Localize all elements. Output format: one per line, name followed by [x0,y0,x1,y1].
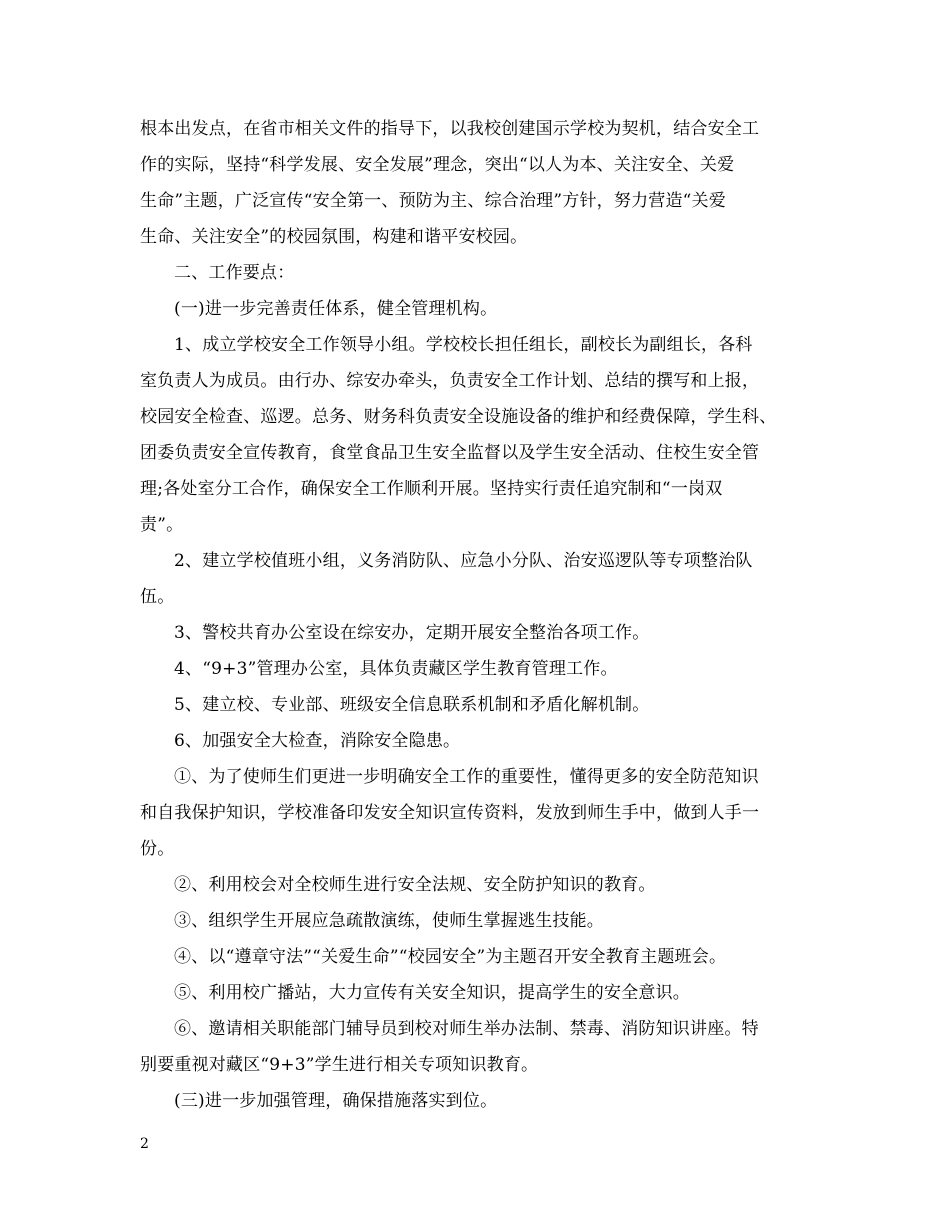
text-line: 4、“9+3”管理办公室，具体负责藏区学生教育管理工作。 [174,659,618,679]
text-line: 生命”主题，广泛宣传“安全第一、预防为主、综合治理”方针，努力营造“关爱 [140,191,726,211]
text-line: 理;各处室分工合作，确保安全工作顺利开展。坚持实行责任追究制和“一岗双 [140,479,723,499]
page-number: 2 [140,1136,149,1152]
text-line: 2、建立学校值班小组，义务消防队、应急小分队、治安巡逻队等专项整治队 [174,551,753,571]
text-line: 责”。 [140,515,184,535]
text-line: 团委负责安全宣传教育，食堂食品卫生安全监督以及学生安全活动、住校生安全管 [140,443,760,463]
text-line: 和自我保护知识，学校准备印发安全知识宣传资料，发放到师生手中，做到人手一 [140,803,760,823]
text-line: (一)进一步完善责任体系，健全管理机构。 [174,299,498,319]
text-line: ④、以“遵章守法”“关爱生命”“校园安全”为主题召开安全教育主题班会。 [174,947,727,967]
text-line: 校园安全检查、巡逻。总务、财务科负责安全设施设备的维护和经费保障，学生科、 [140,407,777,427]
text-line: 份。 [140,839,175,859]
text-line: ⑥、邀请相关职能部门辅导员到校对师生举办法制、禁毒、消防知识讲座。特 [174,1019,759,1039]
text-line: 二、工作要点： [174,263,295,283]
text-line: 生命、关注安全”的校园氛围，构建和谐平安校园。 [140,227,528,247]
text-line: (三)进一步加强管理，确保措施落实到位。 [174,1091,498,1111]
text-line: 伍。 [140,587,175,607]
text-line: 6、加强安全大检查，消除安全隐患。 [174,731,461,751]
document-body [140,111,810,1119]
text-line: 1、成立学校安全工作领导小组。学校校长担任组长，副校长为副组长，各科 [174,335,753,355]
text-line: ②、利用校会对全校师生进行安全法规、安全防护知识的教育。 [174,875,656,895]
text-line: 根本出发点，在省市相关文件的指导下，以我校创建国示学校为契机，结合安全工 [140,119,760,139]
text-line: 室负责人为成员。由行办、综安办牵头，负责安全工作计划、总结的撰写和上报， [140,371,760,391]
text-line: 3、警校共育办公室设在综安办，定期开展安全整治各项工作。 [174,623,650,643]
text-line: 别要重视对藏区“9+3”学生进行相关专项知识教育。 [140,1055,539,1075]
text-line: ①、为了使师生们更进一步明确安全工作的重要性，懂得更多的安全防范知识 [174,767,759,787]
text-line: ③、组织学生开展应急疏散演练，使师生掌握逃生技能。 [174,911,604,931]
text-line: ⑤、利用校广播站，大力宣传有关安全知识，提高学生的安全意识。 [174,983,690,1003]
text-line: 5、建立校、专业部、班级安全信息联系机制和矛盾化解机制。 [174,695,650,715]
text-line: 作的实际，坚持“科学发展、安全发展”理念，突出“以人为本、关注安全、关爱 [140,155,735,175]
